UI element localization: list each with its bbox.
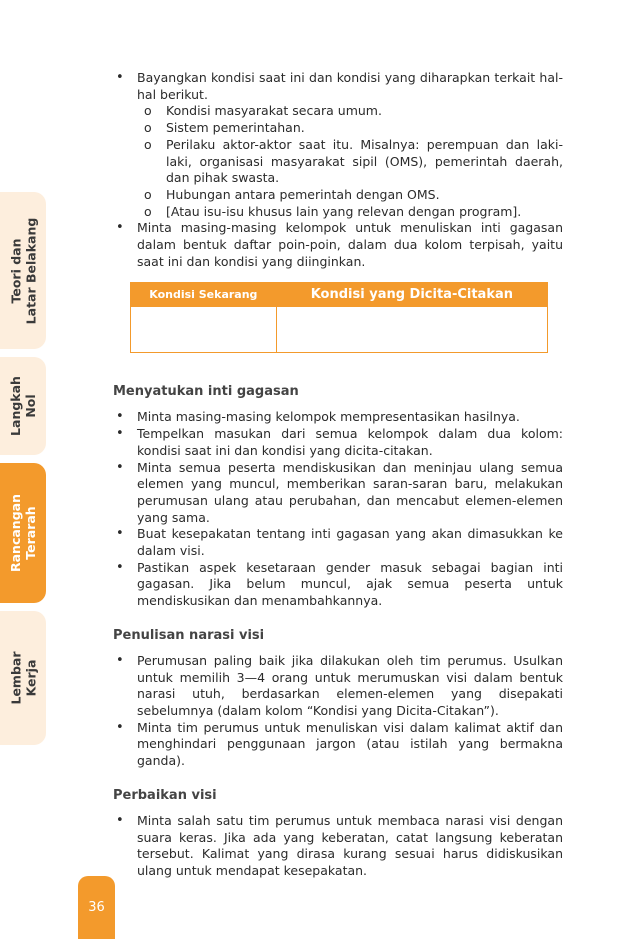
intro-list (113, 70, 563, 270)
sub-list-item: o [Atau isu-isu khusus lain yang relevan dengan program]. (137, 204, 563, 221)
page-number-text: 36 (88, 900, 105, 915)
list-item: • Minta masing-masing kelompok untuk menuliskan inti gagasan dalam bentuk daftar poin-poin, dalam dua kolom terpisah, yaitu saat ini dan kondisi yang diinginkan. (113, 220, 563, 270)
section3-list (113, 813, 563, 880)
sub-list-item: o Sistem pemerintahan. (137, 120, 563, 137)
list-item: • Pastikan aspek kesetaraan gender masuk sebagai bagian inti gagasan. Jika belum muncul, ajak semua peserta untuk mendiskusikan dan menambahkannya. (113, 560, 563, 610)
section-heading: Menyatukan inti gagasan (113, 384, 299, 400)
side-tab-langkah-nol[interactable] (0, 357, 46, 455)
list-item: • Minta semua peserta mendiskusikan dan meninjau ulang semua elemen yang muncul, memberikan saran-saran baru, melakukan perumusan ulang atau perubahan, dan mencabut elemen-elemen yang sama. (113, 460, 563, 527)
sub-list-item: o Perilaku aktor-aktor saat itu. Misalnya: perempuan dan laki-laki, organisasi masyarakat sipil (OMS), pemerintah daerah, dan pihak swasta. (137, 137, 563, 187)
side-tab-label: Rancangan Terarah (8, 494, 38, 572)
table-header-desired: Kondisi yang Dicita-Citakan (276, 283, 547, 307)
sub-list-item: o Kondisi masyarakat secara umum. (137, 103, 563, 120)
side-tab-rancangan-terarah[interactable] (0, 463, 46, 603)
section2-list (113, 653, 563, 770)
section-heading: Perbaikan visi (113, 787, 217, 803)
sub-list (137, 103, 563, 220)
table-cell-desired (276, 307, 547, 353)
section1-list (113, 409, 563, 609)
page-number (78, 876, 115, 939)
section-heading: Penulisan narasi visi (113, 627, 265, 643)
side-tab-label: Langkah Nol (8, 376, 38, 436)
table-header-current: Kondisi Sekarang (131, 283, 277, 307)
side-tab-lembar-kerja[interactable] (0, 611, 46, 745)
list-item: • Buat kesepakatan tentang inti gagasan yang akan dimasukkan ke dalam visi. (113, 526, 563, 559)
list-item: • Minta salah satu tim perumus untuk membaca narasi visi dengan suara keras. Jika ada yang keberatan, catat langsung keberatan tersebut. Kalimat yang dirasa kurang sesuai harus didiskusikan ulang untuk mendapat kesepakatan. (113, 813, 563, 880)
list-item: • Minta masing-masing kelompok mempresentasikan hasilnya. (113, 409, 563, 426)
side-tab-label: Teori dan Latar Belakang (8, 217, 38, 324)
list-item: • Minta tim perumus untuk menuliskan visi dalam kalimat aktif dan menghindari penggunaan jargon (atau istilah yang bermakna ganda). (113, 720, 563, 770)
side-tab-teori-dan-latar-belakang[interactable] (0, 192, 46, 349)
list-item: • Perumusan paling baik jika dilakukan oleh tim perumus. Usulkan untuk memilih 3—4 orang untuk merumuskan visi dalam bentuk narasi utuh, berdasarkan elemen-elemen yang disepakati sebelumnya (dalam kolom “Kondisi yang Dicita-Citakan”). (113, 653, 563, 720)
sub-list-item: o Hubungan antara pemerintah dengan OMS. (137, 187, 563, 204)
table-cell-current (131, 307, 277, 353)
condition-table (130, 282, 548, 353)
list-item: • Tempelkan masukan dari semua kelompok dalam dua kolom: kondisi saat ini dan kondisi yang dicita-citakan. (113, 426, 563, 459)
list-item: • Bayangkan kondisi saat ini dan kondisi yang diharapkan terkait hal-hal berikut. o Kondisi masyarakat secara umum. o Sistem pemerintahan. o Perilaku aktor-aktor saat itu. Misalnya: perempuan dan laki-laki, organisasi masyarakat sipil (OMS), pemerintah daerah, dan pihak swasta. o Hubungan antara pemerintah dengan OMS. o [Atau isu-isu khusus lain yang relevan dengan program]. (113, 70, 563, 220)
side-tab-label: Lembar Kerja (8, 651, 39, 705)
page-content (113, 70, 563, 880)
